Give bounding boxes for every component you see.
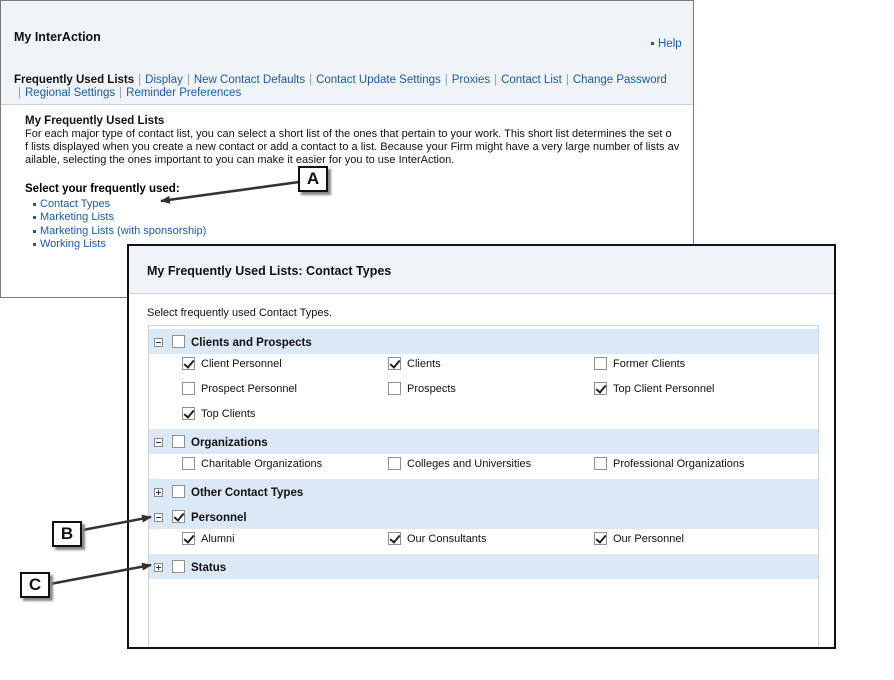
item-label: Clients xyxy=(407,358,441,370)
tab-separator: | xyxy=(18,87,21,99)
item-label: Professional Organizations xyxy=(613,458,745,470)
item-label: Prospects xyxy=(407,383,456,395)
item-label: Our Personnel xyxy=(613,533,684,545)
help-label: Help xyxy=(658,38,682,50)
tab-contact-update-settings[interactable]: Contact Update Settings xyxy=(316,74,441,86)
tab-proxies[interactable]: Proxies xyxy=(451,74,491,86)
arrow-c xyxy=(50,565,151,584)
group-label: Other Contact Types xyxy=(191,487,304,499)
window-title: My InterAction xyxy=(14,30,101,44)
tab-reminder-preferences[interactable]: Reminder Preferences xyxy=(126,87,242,99)
arrow-b xyxy=(83,517,151,530)
item-label: Alumni xyxy=(201,533,235,545)
item-label: Top Client Personnel xyxy=(613,383,715,395)
description-line: f lists displayed when you create a new contact or add a contact to a list. Because your Firm might have a very large number of lists av xyxy=(25,141,680,153)
select-label: Select your frequently used: xyxy=(25,183,180,195)
tab-new-contact-defaults[interactable]: New Contact Defaults xyxy=(193,74,306,86)
tab-separator: | xyxy=(565,74,569,86)
item-label: Top Clients xyxy=(201,408,256,420)
tab-contact-list[interactable]: Contact List xyxy=(501,74,562,86)
item-label: Charitable Organizations xyxy=(201,458,323,470)
group-label: Clients and Prospects xyxy=(191,337,312,349)
description-line: ailable, selecting the ones important to you can make it easier for you to use InterAction. xyxy=(25,154,455,166)
tab-separator: | xyxy=(186,74,190,86)
tab-separator: | xyxy=(138,74,142,86)
callout-c: C xyxy=(20,572,50,598)
item-label: Prospect Personnel xyxy=(201,383,297,395)
link-working-lists[interactable]: Working Lists xyxy=(33,238,685,251)
tab-separator: | xyxy=(494,74,498,86)
section-heading: My Frequently Used Lists xyxy=(25,115,165,127)
link-marketing-lists-sponsorship[interactable]: Marketing Lists (with sponsorship) xyxy=(33,225,685,238)
tab-separator: | xyxy=(444,74,448,86)
callout-b: B xyxy=(52,521,82,547)
item-label: Former Clients xyxy=(613,358,686,370)
instructions: Select frequently used Contact Types. xyxy=(147,307,333,319)
arrow-a xyxy=(161,182,299,201)
group-label: Organizations xyxy=(191,437,268,449)
tab-separator: | xyxy=(309,74,313,86)
group-label: Personnel xyxy=(191,512,247,524)
item-label: Our Consultants xyxy=(407,533,487,545)
tab-regional-settings[interactable]: Regional Settings xyxy=(25,87,116,99)
item-label: Client Personnel xyxy=(201,358,282,370)
group-label: Status xyxy=(191,562,227,574)
description-line: For each major type of contact list, you can select a short list of the ones that pertain to your work. This short list determines the set o xyxy=(25,128,672,140)
link-marketing-lists[interactable]: Marketing Lists xyxy=(33,211,685,224)
tab-change-password[interactable]: Change Password xyxy=(572,74,667,86)
tab-separator: | xyxy=(119,87,123,99)
link-contact-types[interactable]: Contact Types xyxy=(33,198,685,211)
tab-display[interactable]: Display xyxy=(145,74,183,86)
contact-types-title: My Frequently Used Lists: Contact Types xyxy=(147,264,392,278)
callout-a: A xyxy=(298,166,328,192)
tab-frequently-used-lists[interactable]: Frequently Used Lists xyxy=(14,74,135,86)
item-label: Colleges and Universities xyxy=(407,458,532,470)
